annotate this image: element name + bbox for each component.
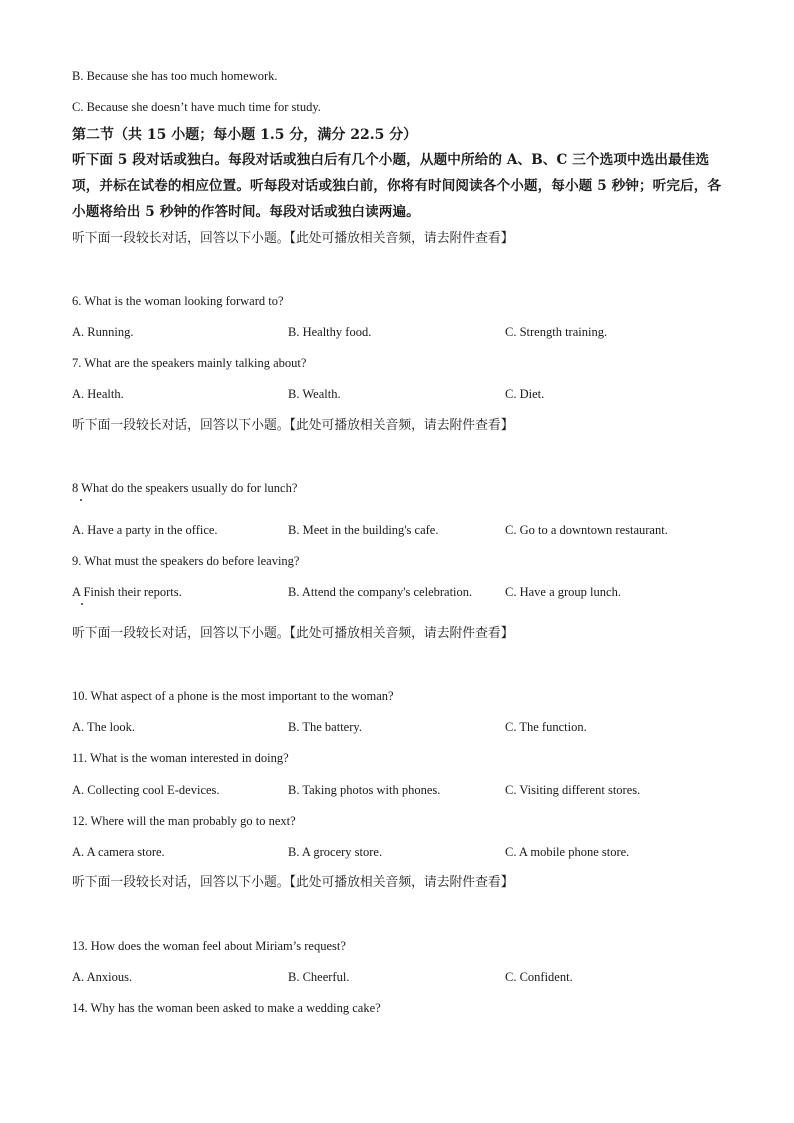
q7-option-c: C. Diet. (505, 387, 545, 401)
q12-option-b: B. A grocery store. (288, 845, 383, 859)
question-9: 9. What must the speakers do before leaving? (72, 554, 300, 568)
listen-note-4: 听下面一段较长对话，回答以下小题。【此处可播放相关音频，请去附件查看】 (72, 875, 514, 890)
q11-option-b: B. Taking photos with phones. (288, 783, 441, 797)
q12-option-c: C. A mobile phone store. (505, 845, 630, 859)
q9-option-a: A Finish their reports. (72, 585, 182, 599)
section-heading: 第二节（共 15 小题；每小题 1.5 分，满分 22.5 分） (72, 127, 418, 143)
question-7: 7. What are the speakers mainly talking about? (72, 356, 307, 370)
q10-option-b: B. The battery. (288, 720, 362, 734)
prev-option-b: B. Because she has too much homework. (72, 69, 278, 83)
q10-option-a: A. The look. (72, 720, 135, 734)
q8-option-a: A. Have a party in the office. (72, 523, 218, 537)
stray-dot (80, 499, 82, 501)
listen-note-1: 听下面一段较长对话，回答以下小题。【此处可播放相关音频，请去附件查看】 (72, 231, 514, 246)
question-11: 11. What is the woman interested in doing? (72, 751, 289, 765)
q9-option-c: C. Have a group lunch. (505, 585, 621, 599)
question-8: 8 What do the speakers usually do for lunch? (72, 481, 298, 495)
q11-option-c: C. Visiting different stores. (505, 783, 641, 797)
question-14: 14. Why has the woman been asked to make a wedding cake? (72, 1001, 381, 1015)
q13-option-c: C. Confident. (505, 970, 573, 984)
q8-option-b: B. Meet in the building's cafe. (288, 523, 439, 537)
section-instructions: 听下面 5 段对话或独白。每段对话或独白后有几个小题，从题中所给的 A、B、C 三个选项中选出最佳选项，并标在试卷的相应位置。听每段对话或独白前，你将有时间阅读各个小题，每小题 5 秒钟；听完后，各小题将给出 5 秒钟的作答时间。每段对话或独白读两遍。 (72, 152, 722, 220)
question-13: 13. How does the woman feel about Miriam’s request? (72, 939, 346, 953)
question-6: 6. What is the woman looking forward to? (72, 294, 284, 308)
q10-option-c: C. The function. (505, 720, 587, 734)
stray-dot (81, 603, 83, 605)
listen-note-3: 听下面一段较长对话，回答以下小题。【此处可播放相关音频，请去附件查看】 (72, 626, 514, 641)
q8-option-c: C. Go to a downtown restaurant. (505, 523, 668, 537)
q13-option-a: A. Anxious. (72, 970, 133, 984)
q11-option-a: A. Collecting cool E-devices. (72, 783, 220, 797)
prev-option-c: C. Because she doesn’t have much time for study. (72, 100, 321, 114)
question-12: 12. Where will the man probably go to next? (72, 814, 296, 828)
q12-option-a: A. A camera store. (72, 845, 165, 859)
q7-option-b: B. Wealth. (288, 387, 341, 401)
q7-option-a: A. Health. (72, 387, 124, 401)
question-10: 10. What aspect of a phone is the most important to the woman? (72, 689, 394, 703)
q9-option-b: B. Attend the company's celebration. (288, 585, 473, 599)
listen-note-2: 听下面一段较长对话，回答以下小题。【此处可播放相关音频，请去附件查看】 (72, 418, 514, 433)
q6-option-c: C. Strength training. (505, 325, 608, 339)
q6-option-a: A. Running. (72, 325, 134, 339)
q6-option-b: B. Healthy food. (288, 325, 372, 339)
q13-option-b: B. Cheerful. (288, 970, 350, 984)
